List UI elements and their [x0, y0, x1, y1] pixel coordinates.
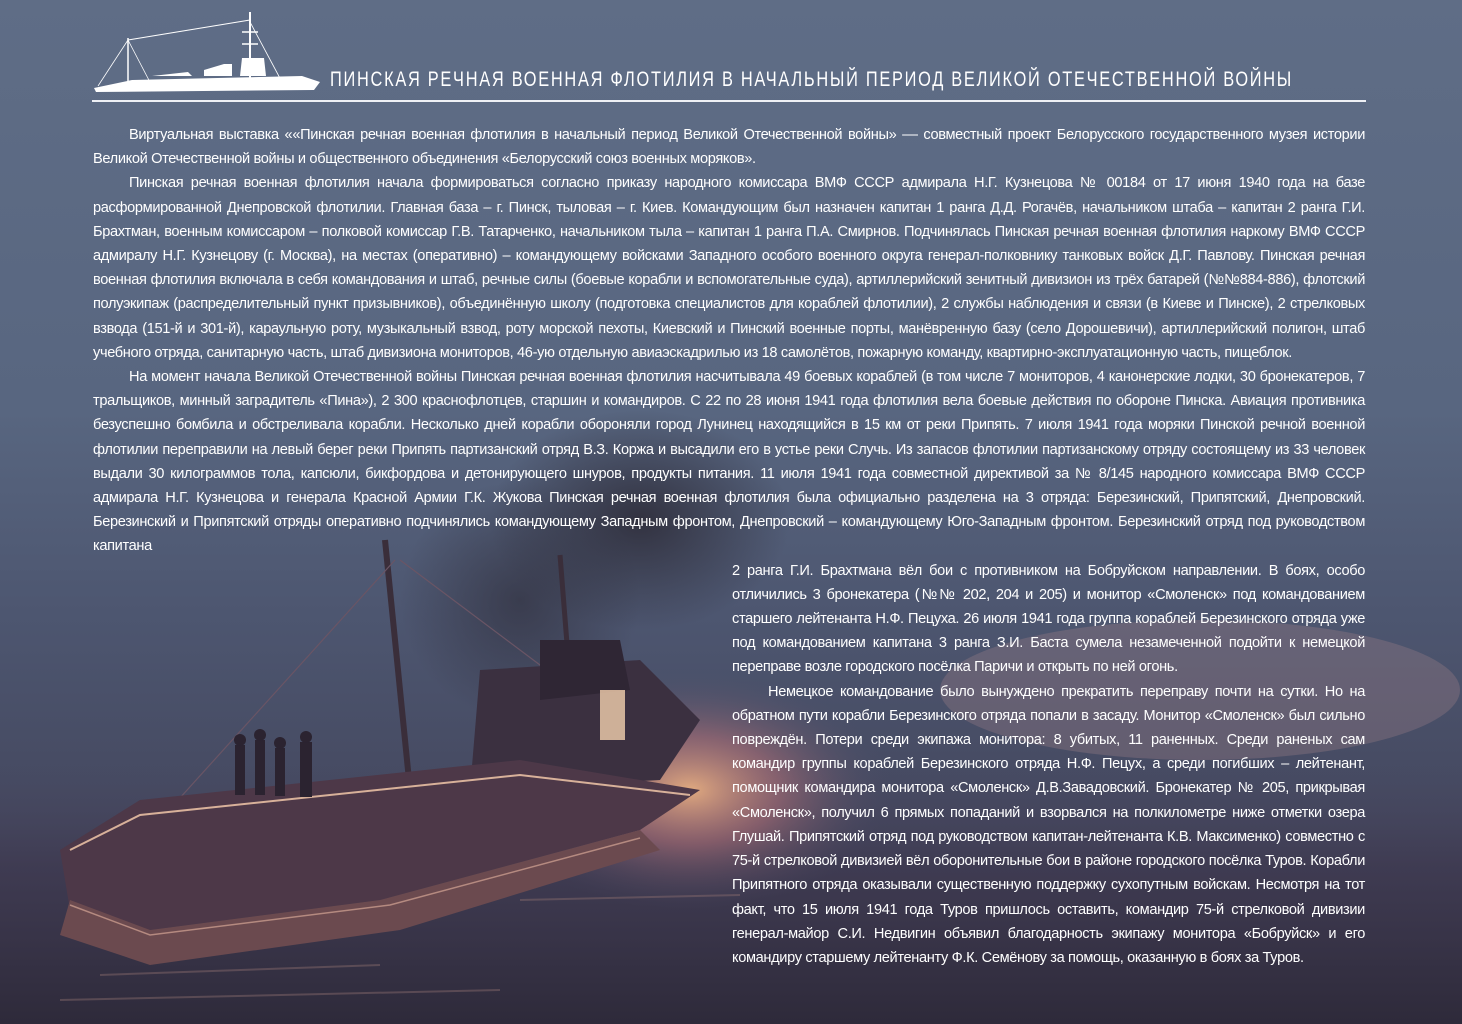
paragraph-war-start: На момент начала Великой Отечественной войны Пинская речная военная флотилия насчитывала 49 боевых кораблей (в том числе 7 мониторов, 4 канонерские лодки, 30 бронекатеров, 7 тральщиков, минный заградитель «Пина»), 2 300 краснофлотцев, старшин и командиров. С 22 по 28 июня 1941 года флотилия вела боевые действия по обороне Пинска. Авиация противника безуспешно бомбила и обстреливала корабли. Несколько дней корабли обороняли город Лунинец находящийся в 15 км от реки Припять. 7 июля 1941 года моряки Пинской речной военной флотилии переправили на левый берег реки Припять партизанский отряд В.З. Коржа и высадили его в устье реки Случь. Из запасов флотилии партизанскому отряду состоящему из 33 человек выдали 30 килограммов тола, капсюли, бикфордова и детонирующего шнуров, продукты питания. 11 июля 1941 года совместной директивой за № 8/145 народного комиссара ВМФ СССР адмирала Н.Г. Кузнецова и генерала Красной Армии Г.К. Жукова Пинская речная военная флотилия была официально разделена на 3 отряда: Березинский, Припятский, Днепровский. Березинский и Припятский отряды оперативно подчинялись командующему Западным фронтом, Днепровский – командующему Юго-Западным фронтом. Березинский отряд под руководством капитана — [93, 369, 1365, 555]
header-divider — [92, 100, 1366, 102]
page-title: ПИНСКАЯ РЕЧНАЯ ВОЕННАЯ ФЛОТИЛИЯ В НАЧАЛЬНЫЙ ПЕРИОД ВЕЛИКОЙ ОТЕЧЕСТВЕННОЙ ВОЙНЫ — [330, 68, 1294, 91]
paragraph-berezina: 2 ранга Г.И. Брахтмана вёл бои с противником на Бобруйском направлении. В боях, особо отличились 3 бронекатера (№№ 202, 204 и 205) и монитор «Смоленск» под командованием старшего лейтенанта Н.Ф. Пецуха. 26 июля 1941 года группа кораблей Березинского отряда уже под командованием капитана 3 ранга З.И. Баста сумела незамеченной подойти к немецкой переправе возле городского посёлка Паричи и открыть по ней огонь. — [732, 562, 1365, 676]
paragraph-losses: Немецкое командование было вынуждено прекратить переправу почти на сутки. Но на обратном пути корабли Березинского отряда попали в засаду. Монитор «Смоленск» был сильно повреждён. Потери среди экипажа монитора: 8 убитых, 11 раненных. Среди раненых сам командир группы кораблей Березинского отряда Н.Ф. Пецух, а среди погибших – лейтенант, помощник командира монитора «Смоленск» Д.В.Завадовский. Бронекатер № 205, прикрывая «Смоленск», получил 6 прямых попаданий и взорвался на полкилометре ниже отметки озера Глушай. Припятский отряд под руководством капитан-лейтенанта К.В. Максименко) совместно с 75-й стрелковой дивизией вёл оборонительные бои в районе городского посёлка Туров. Корабли Припятного отряда оказывали существенную поддержку сухопутным войскам. Несмотря на тот факт, что 15 июля 1941 года Туров пришлось оставить, командир 75-й стрелковой дивизии генерал-майор С.И. Недвигин объявил благодарность экипажу монитора «Бобруйск» и его командиру старшему лейтенанту Ф.К. Семёнову за помощь, оказанную в боях за Туров. — [732, 683, 1365, 966]
article-body — [93, 123, 1365, 970]
paragraph-formation: Пинская речная военная флотилия начала формироваться согласно приказу народного комиссара ВМФ СССР адмирала Н.Г. Кузнецова № 00184 от 17 июня 1940 года на базе расформированной Днепровской флотилии. Главная база – г. Пинск, тыловая – г. Киев. Командующим был назначен капитан 1 ранга Д.Д. Рогачёв, начальником штаба – капитан 2 ранга Г.И. Брахтман, военным комиссаром – полковой комиссар Г.В. Татарченко, начальником тыла – капитан 1 ранга П.А. Смирнов. Подчинялась Пинская речная военная флотилия наркому ВМФ СССР адмиралу Н.Г. Кузнецову (г. Москва), на местах (оперативно) – командующему войсками Западного особого военного округа генерал-полковнику танковых войск Д.Г. Павлову. Пинская речная военная флотилия включала в себя командования и штаб, речные силы (боевые корабли и вспомогательные суда), артиллерийский зенитный дивизион из трёх батарей (№№884-886), флотский полуэкипаж (распределительный пункт призывников), объединённую школу (подготовка специалистов для кораблей флотилии), 2 службы наблюдения и связи (в Киеве и Пинске), 2 стрелковых взвода (151-й и 301-й), караульную роту, музыкальный взвод, роту морской пехоты, Киевский и Пинский военные порты, манёвренную базу (село Дорошевичи), артиллерийский полигон, штаб учебного отряда, санитарную часть, штаб дивизиона мониторов, 46-ую отдельную авиаэскадрилью из 18 самолётов, пожарную команду, квартирно-эксплуатационную часть, пищеблок. — [93, 175, 1365, 361]
ship-silhouette-icon — [92, 10, 324, 98]
paragraph-intro: Виртуальная выставка ««Пинская речная военная флотилия в начальный период Великой Отечественной войны» –– совместный проект Белорусского государственного музея истории Великой Отечественной войны и общественного объединения «Белорусский союз военных моряков». — [93, 127, 1365, 168]
